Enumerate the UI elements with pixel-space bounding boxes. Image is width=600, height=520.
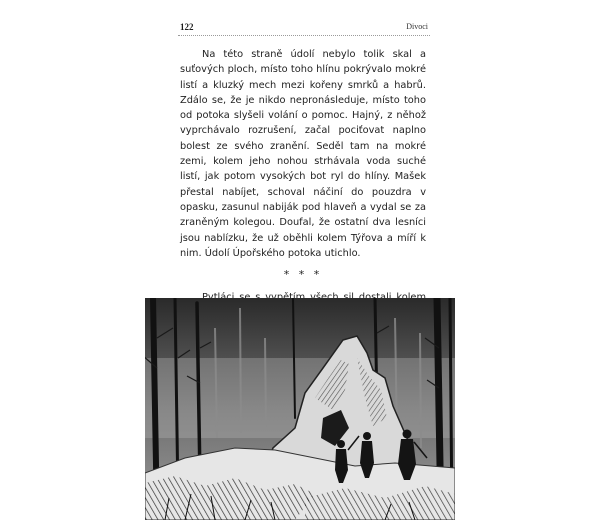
running-head	[178, 21, 430, 36]
page-number: 122	[180, 22, 194, 32]
section-separator: * * *	[283, 268, 323, 282]
forest-rock-illustration	[145, 298, 455, 520]
paragraph: Na této straně údolí nebylo tolik skal a suťových ploch, místo toho hlínu pokrývalo mokré listí a kluzký mech mezi kořeny smrků a habrů. Zdálo se, že je nikdo nepronásleduje, místo toho od potoka slyšeli volání o pomoc. Hajný, z něhož vyprchávalo rozrušení, začal pociťovat naplno bolest ze svého zranění. Seděl tam na mokré zemi, kolem jeho nohou strhávala voda suché listí, jak potom vysokých bot ryl do hlíny. Mašek přestal nabíjet, schoval náčiní do pouzdra v opasku, zasunul nabiják pod hlaveň a vydal se za zraněným kolegou. Doufal, že ostatní dva lesníci jsou nablízku, že už oběhli kolem Týřova a míří k nim. Údolí Úpořského potoka utichlo.	[180, 49, 426, 259]
chapter-title: Divoci	[406, 22, 428, 31]
